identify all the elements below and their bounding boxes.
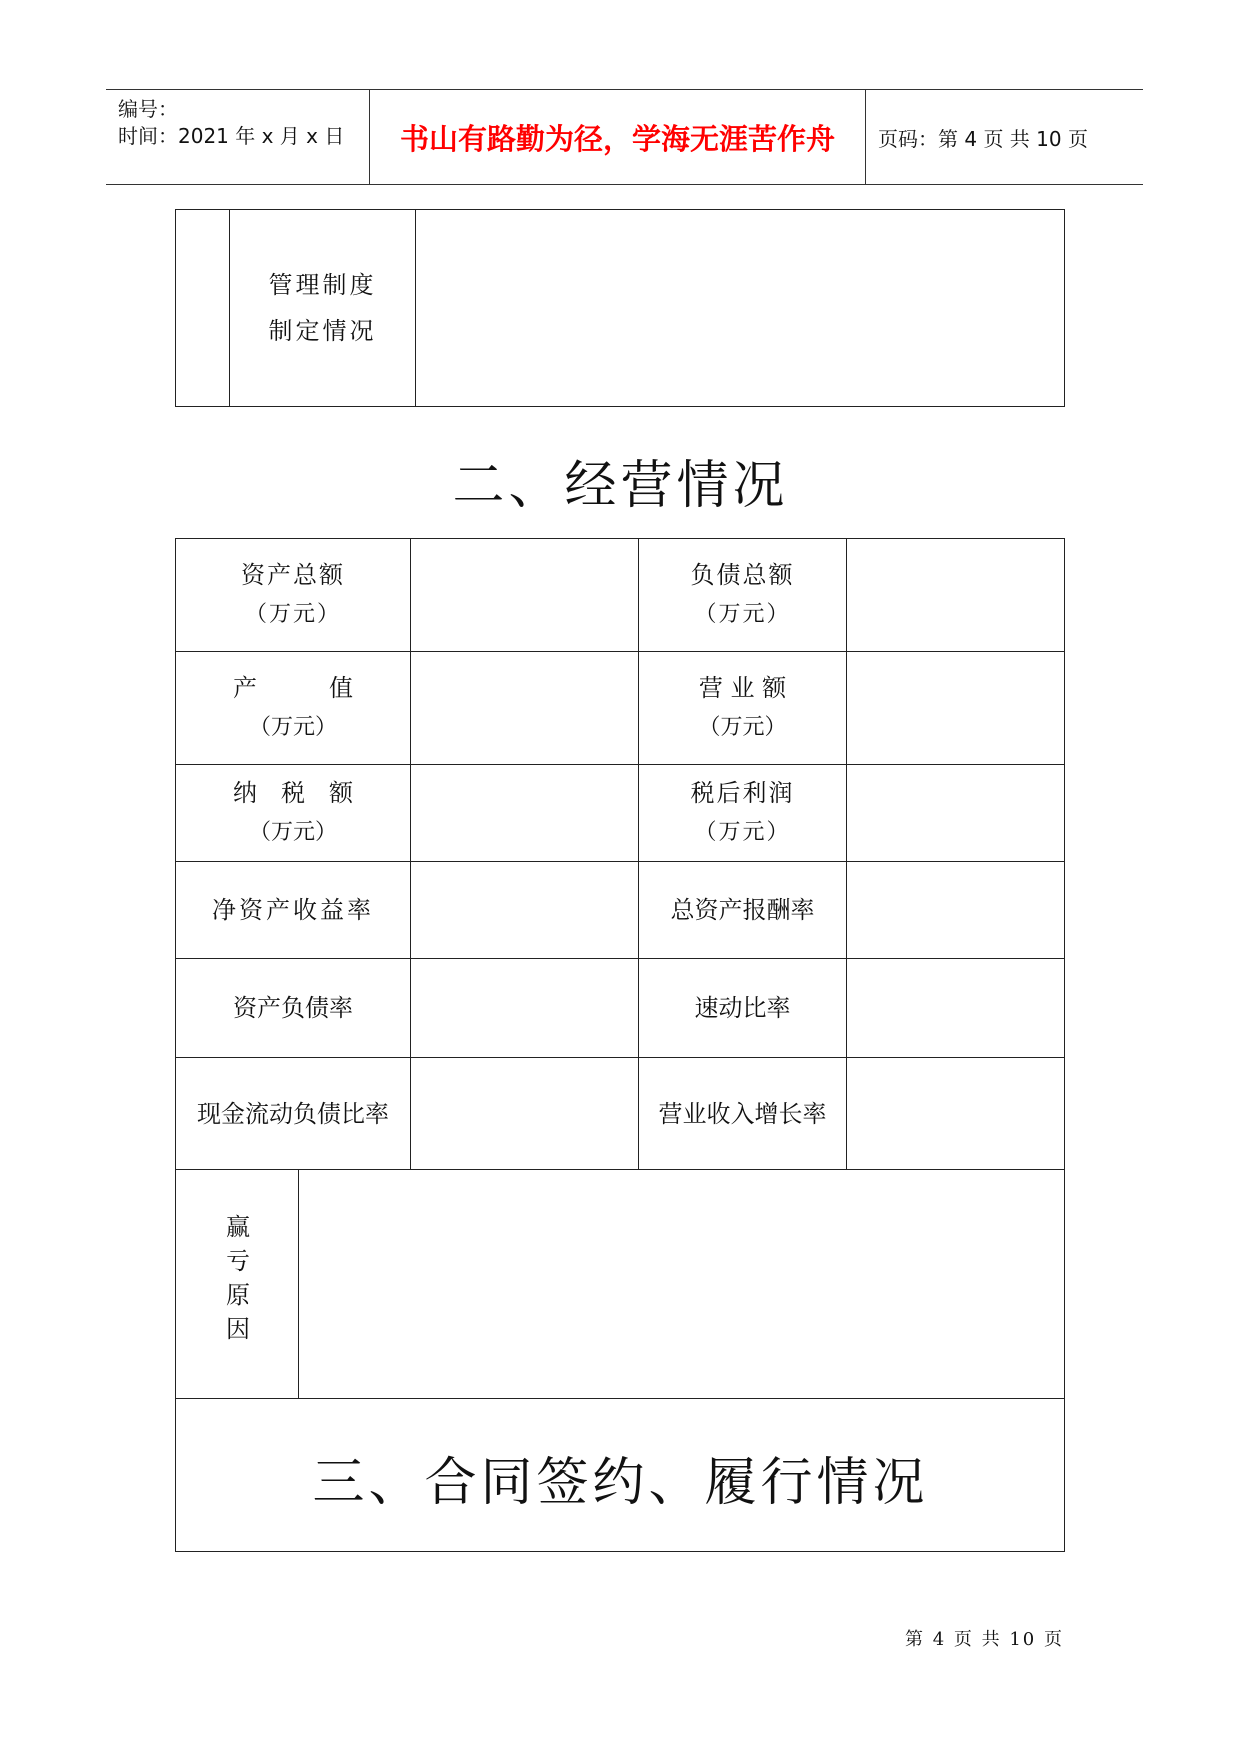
unit-text: （万元） [698,715,787,740]
label-char: 因 [226,1315,250,1343]
debt-ratio-label [176,959,410,1057]
unit-text: （万元） [694,602,791,627]
revenue-growth-input[interactable] [848,1059,1063,1168]
page-header [106,89,1143,185]
tax-paid-input[interactable] [412,766,637,860]
net-profit-label [639,765,846,861]
label-char: 原 [226,1281,250,1309]
quick-ratio-label [639,959,846,1057]
section-title-contracts: 三、合同签约、履行情况 [312,1453,929,1513]
label-text: 纳 税 额 [233,779,353,807]
management-label-cell [230,209,415,407]
roa-input[interactable] [848,863,1063,957]
total-liabilities-label [639,539,846,651]
roe-input[interactable] [412,863,637,957]
total-assets-label [176,539,410,651]
label-text: 负债总额 [690,561,795,589]
roe-label [176,862,410,958]
label-text: 速动比率 [694,994,791,1022]
unit-text: （万元） [248,715,337,740]
number-label: 编号： [118,97,178,121]
header-motto: 书山有路勤为径，学海无涯苦作舟 [399,121,835,156]
row-divider [175,1398,1065,1399]
management-label-line1: 管理制度 [268,271,377,299]
cash-flow-ratio-label [176,1058,410,1169]
profit-loss-reason-input[interactable] [300,1171,1063,1397]
label-char: 赢 [226,1213,250,1241]
row-divider [175,1169,1065,1170]
label-text: 营业收入增长率 [658,1099,827,1128]
label-char: 亏 [226,1247,250,1275]
debt-ratio-input[interactable] [412,960,637,1056]
cash-flow-ratio-input[interactable] [412,1059,637,1168]
total-liabilities-input[interactable] [848,540,1063,650]
section-title-operations: 二、经营情况 [452,456,789,516]
label-text: 净资产收益率 [212,896,374,924]
management-input-cell[interactable] [417,211,1063,405]
tax-paid-label [176,765,410,861]
col-divider [298,1169,299,1398]
unit-text: （万元） [694,820,791,845]
header-page-info: 页码：第 4 页 共 10 页 [878,126,1088,151]
profit-loss-reason-label [178,1210,298,1346]
col-divider [410,538,411,1169]
label-text: 资产负债率 [233,994,353,1022]
label-text: 资产总额 [241,561,345,589]
revenue-label [639,652,846,764]
table-divider [415,209,416,407]
header-meta [106,90,369,184]
quick-ratio-input[interactable] [848,960,1063,1056]
revenue-input[interactable] [848,653,1063,763]
management-label-line2: 制定情况 [268,317,377,345]
revenue-growth-label [639,1058,846,1169]
output-value-label [176,652,410,764]
label-text: 产 值 [233,674,353,702]
label-text: 税后利润 [690,779,795,807]
unit-text: （万元） [248,820,337,845]
page-footer: 第 4 页 共 10 页 [905,1629,1064,1650]
unit-text: （万元） [244,602,341,627]
output-value-input[interactable] [412,653,637,763]
total-assets-input[interactable] [412,540,637,650]
time-label: 时间：2021 年 x 月 x 日 [118,124,345,148]
roa-label [639,862,846,958]
label-text: 总资产报酬率 [670,896,815,924]
net-profit-input[interactable] [848,766,1063,860]
label-text: 营 业 额 [698,674,787,702]
label-text: 现金流动负债比率 [197,1099,389,1128]
col-divider [846,538,847,1169]
